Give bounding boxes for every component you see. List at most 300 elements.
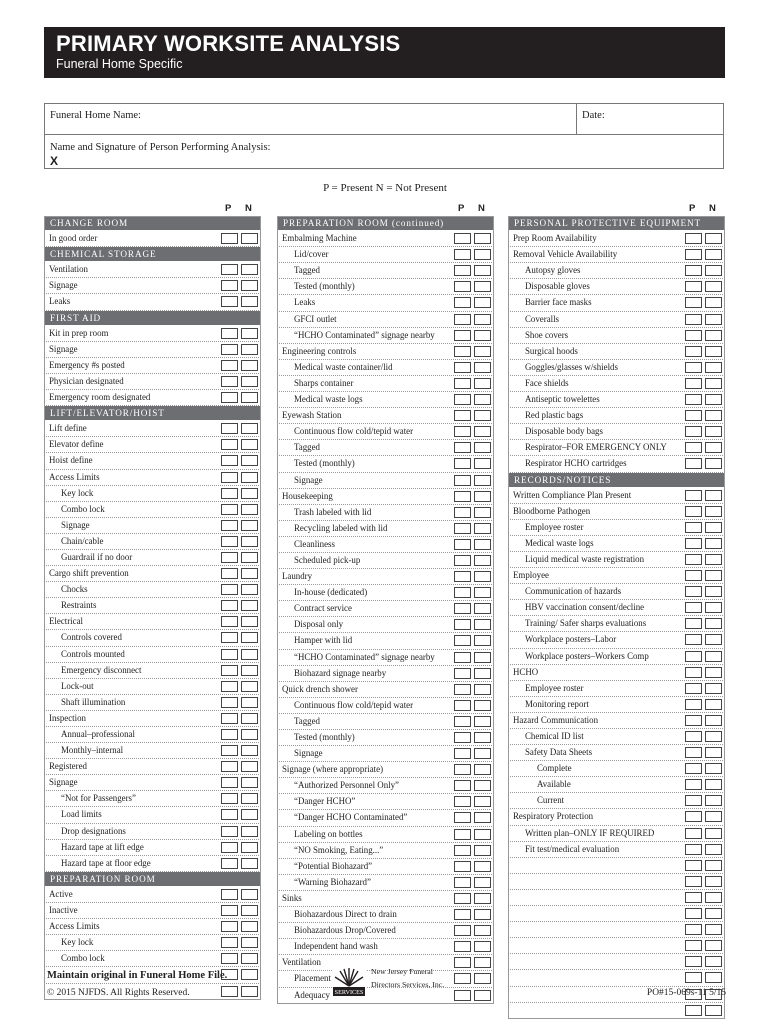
present-checkbox[interactable] [685, 442, 702, 453]
present-checkbox[interactable] [221, 504, 238, 515]
not-present-checkbox[interactable] [474, 990, 491, 1001]
present-checkbox[interactable] [685, 747, 702, 758]
not-present-checkbox[interactable] [241, 439, 258, 450]
not-present-checkbox[interactable] [241, 584, 258, 595]
present-checkbox[interactable] [454, 941, 471, 952]
present-checkbox[interactable] [221, 921, 238, 932]
present-checkbox[interactable] [454, 281, 471, 292]
not-present-checkbox[interactable] [705, 956, 722, 967]
not-present-checkbox[interactable] [474, 796, 491, 807]
present-checkbox[interactable] [221, 233, 238, 244]
not-present-checkbox[interactable] [705, 715, 722, 726]
checklist-row [508, 938, 725, 954]
not-present-checkbox[interactable] [705, 747, 722, 758]
not-present-checkbox[interactable] [474, 265, 491, 276]
not-present-checkbox[interactable] [474, 925, 491, 936]
present-checkbox[interactable] [221, 455, 238, 466]
present-checkbox[interactable] [685, 506, 702, 517]
present-checkbox[interactable] [685, 538, 702, 549]
not-present-checkbox[interactable] [705, 538, 722, 549]
not-present-checkbox[interactable] [241, 826, 258, 837]
present-checkbox[interactable] [685, 956, 702, 967]
not-present-checkbox[interactable] [705, 1005, 722, 1016]
not-present-checkbox[interactable] [705, 683, 722, 694]
not-present-checkbox[interactable] [241, 552, 258, 563]
not-present-checkbox[interactable] [705, 892, 722, 903]
not-present-checkbox[interactable] [705, 458, 722, 469]
present-checkbox[interactable] [221, 729, 238, 740]
not-present-checkbox[interactable] [705, 779, 722, 790]
person-signature-field[interactable]: Name and Signature of Person Performing Analysis: [50, 142, 271, 153]
not-present-checkbox[interactable] [241, 665, 258, 676]
not-present-checkbox[interactable] [474, 378, 491, 389]
not-present-checkbox[interactable] [705, 618, 722, 629]
not-present-checkbox[interactable] [705, 940, 722, 951]
not-present-checkbox[interactable] [241, 344, 258, 355]
present-checkbox[interactable] [454, 346, 471, 357]
present-checkbox[interactable] [454, 442, 471, 453]
not-present-checkbox[interactable] [474, 362, 491, 373]
present-checkbox[interactable] [221, 826, 238, 837]
not-present-checkbox[interactable] [705, 699, 722, 710]
not-present-checkbox[interactable] [474, 732, 491, 743]
not-present-checkbox[interactable] [474, 829, 491, 840]
not-present-checkbox[interactable] [474, 507, 491, 518]
not-present-checkbox[interactable] [241, 616, 258, 627]
not-present-checkbox[interactable] [474, 458, 491, 469]
not-present-checkbox[interactable] [705, 860, 722, 871]
present-checkbox[interactable] [685, 828, 702, 839]
present-checkbox[interactable] [221, 280, 238, 291]
checklist-item-label: Tagged [294, 715, 320, 726]
present-checkbox[interactable] [454, 619, 471, 630]
present-checkbox[interactable] [685, 779, 702, 790]
present-checkbox[interactable] [221, 858, 238, 869]
present-checkbox[interactable] [221, 937, 238, 948]
present-checkbox[interactable] [454, 249, 471, 260]
not-present-checkbox[interactable] [705, 844, 722, 855]
not-present-checkbox[interactable] [474, 603, 491, 614]
not-present-checkbox[interactable] [705, 330, 722, 341]
not-present-checkbox[interactable] [241, 280, 258, 291]
not-present-checkbox[interactable] [241, 600, 258, 611]
not-present-checkbox[interactable] [474, 297, 491, 308]
present-checkbox[interactable] [454, 700, 471, 711]
present-checkbox[interactable] [454, 458, 471, 469]
present-checkbox[interactable] [221, 328, 238, 339]
not-present-checkbox[interactable] [241, 392, 258, 403]
not-present-checkbox[interactable] [705, 651, 722, 662]
not-present-checkbox[interactable] [705, 394, 722, 405]
present-checkbox[interactable] [454, 394, 471, 405]
not-present-checkbox[interactable] [474, 812, 491, 823]
present-checkbox[interactable] [454, 684, 471, 695]
not-present-checkbox[interactable] [705, 426, 722, 437]
checklist-row [277, 875, 494, 891]
checklist-row [277, 730, 494, 746]
not-present-checkbox[interactable] [241, 681, 258, 692]
not-present-checkbox[interactable] [241, 649, 258, 660]
not-present-checkbox[interactable] [241, 745, 258, 756]
checklist-item-label: Medical waste logs [294, 394, 363, 405]
present-checkbox[interactable] [454, 491, 471, 502]
present-checkbox[interactable] [685, 362, 702, 373]
present-checkbox[interactable] [221, 472, 238, 483]
not-present-checkbox[interactable] [474, 941, 491, 952]
present-checkbox[interactable] [685, 570, 702, 581]
present-checkbox[interactable] [454, 893, 471, 904]
present-checkbox[interactable] [454, 909, 471, 920]
not-present-checkbox[interactable] [474, 668, 491, 679]
present-checkbox[interactable] [221, 296, 238, 307]
present-checkbox[interactable] [454, 652, 471, 663]
present-checkbox[interactable] [454, 973, 471, 984]
not-present-checkbox[interactable] [241, 969, 258, 980]
present-checkbox[interactable] [685, 634, 702, 645]
not-present-checkbox[interactable] [241, 455, 258, 466]
present-checkbox[interactable] [221, 905, 238, 916]
checklist-row [44, 453, 261, 469]
not-present-checkbox[interactable] [474, 281, 491, 292]
present-checkbox[interactable] [685, 602, 702, 613]
present-checkbox[interactable] [221, 392, 238, 403]
present-checkbox[interactable] [221, 376, 238, 387]
not-present-checkbox[interactable] [474, 748, 491, 759]
not-present-checkbox[interactable] [474, 442, 491, 453]
not-present-checkbox[interactable] [474, 571, 491, 582]
present-checkbox[interactable] [685, 346, 702, 357]
checklist-row [508, 761, 725, 777]
not-present-checkbox[interactable] [241, 568, 258, 579]
not-present-checkbox[interactable] [241, 520, 258, 531]
not-present-checkbox[interactable] [705, 410, 722, 421]
present-checkbox[interactable] [221, 889, 238, 900]
not-present-checkbox[interactable] [705, 297, 722, 308]
not-present-checkbox[interactable] [241, 504, 258, 515]
present-checkbox[interactable] [221, 697, 238, 708]
not-present-checkbox[interactable] [705, 602, 722, 613]
present-checkbox[interactable] [221, 986, 238, 997]
not-present-checkbox[interactable] [241, 905, 258, 916]
not-present-checkbox[interactable] [705, 281, 722, 292]
not-present-checkbox[interactable] [474, 845, 491, 856]
not-present-checkbox[interactable] [474, 877, 491, 888]
checklist-item-label: Biohazardous Drop/Covered [294, 925, 396, 936]
present-checkbox[interactable] [685, 394, 702, 405]
not-present-checkbox[interactable] [474, 233, 491, 244]
present-checkbox[interactable] [221, 793, 238, 804]
not-present-checkbox[interactable] [241, 937, 258, 948]
not-present-checkbox[interactable] [241, 809, 258, 820]
not-present-checkbox[interactable] [705, 506, 722, 517]
present-checkbox[interactable] [221, 552, 238, 563]
not-present-checkbox[interactable] [705, 972, 722, 983]
present-checkbox[interactable] [685, 586, 702, 597]
present-checkbox[interactable] [221, 649, 238, 660]
not-present-checkbox[interactable] [705, 634, 722, 645]
present-checkbox[interactable] [454, 410, 471, 421]
not-present-checkbox[interactable] [241, 921, 258, 932]
present-checkbox[interactable] [454, 330, 471, 341]
checklist-row [277, 666, 494, 682]
present-checkbox[interactable] [454, 861, 471, 872]
present-checkbox[interactable] [685, 249, 702, 260]
present-checkbox[interactable] [454, 587, 471, 598]
checklist-item-label: HBV vaccination consent/decline [525, 602, 645, 613]
not-present-checkbox[interactable] [474, 330, 491, 341]
present-checkbox[interactable] [685, 522, 702, 533]
present-checkbox[interactable] [221, 344, 238, 355]
not-present-checkbox[interactable] [705, 362, 722, 373]
present-checkbox[interactable] [685, 683, 702, 694]
present-checkbox[interactable] [685, 763, 702, 774]
present-checkbox[interactable] [685, 490, 702, 501]
present-checkbox[interactable] [454, 732, 471, 743]
not-present-checkbox[interactable] [705, 667, 722, 678]
present-checkbox[interactable] [221, 423, 238, 434]
present-checkbox[interactable] [221, 600, 238, 611]
present-checkbox[interactable] [221, 536, 238, 547]
present-checkbox[interactable] [454, 314, 471, 325]
checklist-item-label: Signage [61, 519, 90, 530]
funeral-home-name-field[interactable]: Funeral Home Name: [50, 110, 141, 121]
not-present-checkbox[interactable] [474, 587, 491, 598]
present-checkbox[interactable] [685, 699, 702, 710]
present-checkbox[interactable] [221, 439, 238, 450]
present-checkbox[interactable] [221, 777, 238, 788]
present-checkbox[interactable] [685, 892, 702, 903]
checklist-row [508, 279, 725, 295]
not-present-checkbox[interactable] [705, 828, 722, 839]
present-checkbox[interactable] [454, 507, 471, 518]
present-checkbox[interactable] [221, 665, 238, 676]
not-present-checkbox[interactable] [474, 635, 491, 646]
present-checkbox[interactable] [685, 908, 702, 919]
present-checkbox[interactable] [221, 520, 238, 531]
not-present-checkbox[interactable] [241, 713, 258, 724]
present-checkbox[interactable] [685, 281, 702, 292]
not-present-checkbox[interactable] [705, 570, 722, 581]
present-checkbox[interactable] [685, 731, 702, 742]
not-present-checkbox[interactable] [241, 264, 258, 275]
not-present-checkbox[interactable] [705, 811, 722, 822]
present-checkbox[interactable] [454, 555, 471, 566]
present-checkbox[interactable] [454, 233, 471, 244]
not-present-checkbox[interactable] [474, 909, 491, 920]
not-present-checkbox[interactable] [241, 632, 258, 643]
not-present-checkbox[interactable] [241, 986, 258, 997]
present-checkbox[interactable] [221, 842, 238, 853]
present-checkbox[interactable] [685, 972, 702, 983]
present-checkbox[interactable] [454, 748, 471, 759]
not-present-checkbox[interactable] [474, 394, 491, 405]
present-checkbox[interactable] [221, 953, 238, 964]
not-present-checkbox[interactable] [474, 314, 491, 325]
present-checkbox[interactable] [685, 297, 702, 308]
present-checkbox[interactable] [454, 957, 471, 968]
present-checkbox[interactable] [685, 554, 702, 565]
not-present-checkbox[interactable] [241, 376, 258, 387]
present-checkbox[interactable] [685, 233, 702, 244]
checklist-item-label: Signage [49, 777, 78, 788]
not-present-checkbox[interactable] [241, 777, 258, 788]
present-checkbox[interactable] [221, 713, 238, 724]
present-checkbox[interactable] [454, 539, 471, 550]
not-present-checkbox[interactable] [241, 793, 258, 804]
present-checkbox[interactable] [454, 829, 471, 840]
not-present-checkbox[interactable] [705, 731, 722, 742]
not-present-checkbox[interactable] [474, 893, 491, 904]
present-checkbox[interactable] [454, 475, 471, 486]
present-checkbox[interactable] [454, 265, 471, 276]
present-checkbox[interactable] [685, 795, 702, 806]
not-present-checkbox[interactable] [474, 957, 491, 968]
present-checkbox[interactable] [221, 584, 238, 595]
not-present-checkbox[interactable] [241, 233, 258, 244]
not-present-checkbox[interactable] [705, 763, 722, 774]
not-present-checkbox[interactable] [474, 410, 491, 421]
checklist-row [44, 679, 261, 695]
section-header: FIRST AID [44, 311, 261, 326]
present-checkbox[interactable] [685, 876, 702, 887]
present-checkbox[interactable] [685, 651, 702, 662]
not-present-checkbox[interactable] [705, 233, 722, 244]
not-present-checkbox[interactable] [474, 700, 491, 711]
not-present-checkbox[interactable] [474, 539, 491, 550]
not-present-checkbox[interactable] [705, 442, 722, 453]
not-present-checkbox[interactable] [705, 795, 722, 806]
not-present-checkbox[interactable] [241, 423, 258, 434]
present-checkbox[interactable] [454, 571, 471, 582]
present-checkbox[interactable] [454, 764, 471, 775]
present-checkbox[interactable] [685, 618, 702, 629]
present-checkbox[interactable] [685, 330, 702, 341]
not-present-checkbox[interactable] [474, 716, 491, 727]
not-present-checkbox[interactable] [241, 729, 258, 740]
present-checkbox[interactable] [685, 458, 702, 469]
not-present-checkbox[interactable] [241, 536, 258, 547]
not-present-checkbox[interactable] [241, 842, 258, 853]
not-present-checkbox[interactable] [705, 265, 722, 276]
present-checkbox[interactable] [685, 715, 702, 726]
not-present-checkbox[interactable] [241, 697, 258, 708]
not-present-checkbox[interactable] [241, 488, 258, 499]
present-checkbox[interactable] [685, 314, 702, 325]
not-present-checkbox[interactable] [474, 684, 491, 695]
not-present-checkbox[interactable] [705, 876, 722, 887]
present-checkbox[interactable] [454, 362, 471, 373]
present-checkbox[interactable] [454, 523, 471, 534]
not-present-checkbox[interactable] [241, 953, 258, 964]
present-checkbox[interactable] [454, 812, 471, 823]
not-present-checkbox[interactable] [474, 861, 491, 872]
present-checkbox[interactable] [221, 360, 238, 371]
not-present-checkbox[interactable] [705, 586, 722, 597]
not-present-checkbox[interactable] [474, 249, 491, 260]
not-present-checkbox[interactable] [705, 908, 722, 919]
not-present-checkbox[interactable] [241, 761, 258, 772]
present-checkbox[interactable] [685, 940, 702, 951]
present-checkbox[interactable] [454, 990, 471, 1001]
checklist-row [508, 906, 725, 922]
present-checkbox[interactable] [685, 1005, 702, 1016]
not-present-checkbox[interactable] [474, 426, 491, 437]
present-checkbox[interactable] [454, 716, 471, 727]
present-checkbox[interactable] [221, 809, 238, 820]
present-checkbox[interactable] [221, 632, 238, 643]
not-present-checkbox[interactable] [241, 889, 258, 900]
not-present-checkbox[interactable] [705, 924, 722, 935]
not-present-checkbox[interactable] [474, 523, 491, 534]
not-present-checkbox[interactable] [705, 490, 722, 501]
not-present-checkbox[interactable] [705, 249, 722, 260]
not-present-checkbox[interactable] [705, 346, 722, 357]
not-present-checkbox[interactable] [474, 973, 491, 984]
present-checkbox[interactable] [221, 264, 238, 275]
present-column-label: P [225, 203, 232, 214]
present-checkbox[interactable] [685, 410, 702, 421]
not-present-checkbox[interactable] [474, 652, 491, 663]
not-present-checkbox[interactable] [474, 780, 491, 791]
not-present-checkbox[interactable] [474, 619, 491, 630]
present-checkbox[interactable] [454, 668, 471, 679]
present-checkbox[interactable] [454, 426, 471, 437]
present-checkbox[interactable] [685, 860, 702, 871]
not-present-checkbox[interactable] [705, 314, 722, 325]
present-checkbox[interactable] [685, 378, 702, 389]
present-checkbox[interactable] [454, 378, 471, 389]
not-present-checkbox[interactable] [705, 522, 722, 533]
not-present-checkbox[interactable] [705, 554, 722, 565]
date-field[interactable]: Date: [582, 110, 605, 121]
present-checkbox[interactable] [454, 925, 471, 936]
not-present-checkbox[interactable] [474, 346, 491, 357]
present-checkbox[interactable] [221, 745, 238, 756]
present-checkbox[interactable] [221, 488, 238, 499]
present-checkbox[interactable] [685, 924, 702, 935]
present-checkbox[interactable] [454, 780, 471, 791]
not-present-checkbox[interactable] [474, 475, 491, 486]
not-present-checkbox[interactable] [241, 472, 258, 483]
present-checkbox[interactable] [685, 844, 702, 855]
present-checkbox[interactable] [454, 297, 471, 308]
not-present-checkbox[interactable] [241, 296, 258, 307]
present-checkbox[interactable] [685, 811, 702, 822]
not-present-checkbox[interactable] [474, 555, 491, 566]
not-present-checkbox[interactable] [241, 328, 258, 339]
present-checkbox[interactable] [221, 761, 238, 772]
present-checkbox[interactable] [221, 616, 238, 627]
not-present-checkbox[interactable] [241, 858, 258, 869]
present-checkbox[interactable] [685, 667, 702, 678]
present-checkbox[interactable] [221, 568, 238, 579]
not-present-checkbox[interactable] [474, 764, 491, 775]
checklist-row [44, 326, 261, 342]
present-checkbox[interactable] [685, 265, 702, 276]
present-checkbox[interactable] [454, 796, 471, 807]
present-checkbox[interactable] [454, 603, 471, 614]
present-checkbox[interactable] [454, 635, 471, 646]
present-checkbox[interactable] [454, 877, 471, 888]
present-checkbox[interactable] [685, 426, 702, 437]
not-present-checkbox[interactable] [474, 491, 491, 502]
not-present-checkbox[interactable] [241, 360, 258, 371]
not-present-checkbox[interactable] [705, 378, 722, 389]
checklist-item-label: HCHO [513, 666, 539, 677]
present-checkbox[interactable] [221, 681, 238, 692]
present-checkbox[interactable] [454, 845, 471, 856]
date-cell [576, 104, 725, 134]
